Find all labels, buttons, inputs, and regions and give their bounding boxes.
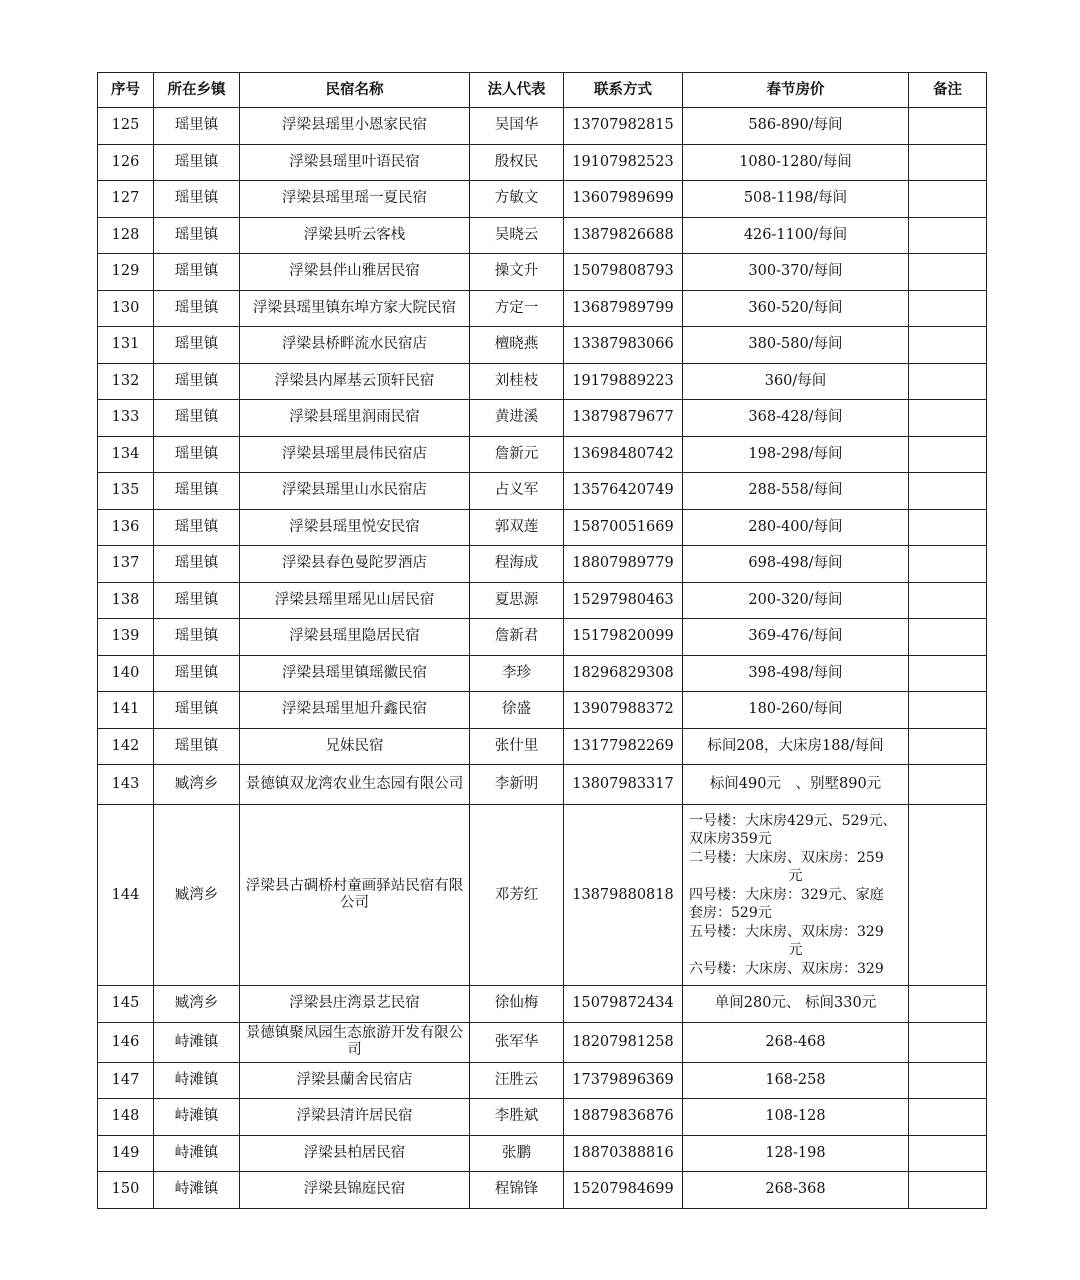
cell-name: 浮梁县庄湾景艺民宿 <box>240 986 470 1023</box>
cell-name: 浮梁县瑶里悦安民宿 <box>240 509 470 546</box>
cell-no: 132 <box>98 363 154 400</box>
cell-note <box>909 254 987 291</box>
cell-no: 149 <box>98 1135 154 1172</box>
cell-price: 508-1198/每间 <box>683 181 909 218</box>
cell-no: 141 <box>98 692 154 729</box>
cell-rep: 方定一 <box>470 290 564 327</box>
price-line: 套房：529元 <box>689 905 772 922</box>
table-row <box>98 1099 987 1136</box>
header-phone: 联系方式 <box>564 73 683 108</box>
cell-name: 浮梁县桥畔流水民宿店 <box>240 327 470 364</box>
cell-price: 标间208，大床房188/每间 <box>683 728 909 765</box>
cell-price: 280-400/每间 <box>683 509 909 546</box>
table-row <box>98 473 987 510</box>
cell-no: 128 <box>98 217 154 254</box>
cell-price: 586-890/每间 <box>683 108 909 145</box>
cell-price: 168-258 <box>683 1062 909 1099</box>
cell-rep: 操文升 <box>470 254 564 291</box>
cell-price: 1080-1280/每间 <box>683 144 909 181</box>
cell-no: 147 <box>98 1062 154 1099</box>
cell-no: 136 <box>98 509 154 546</box>
cell-phone: 15079808793 <box>564 254 683 291</box>
cell-town: 瑶里镇 <box>154 181 240 218</box>
cell-phone: 13707982815 <box>564 108 683 145</box>
cell-no: 135 <box>98 473 154 510</box>
cell-town: 瑶里镇 <box>154 655 240 692</box>
cell-name: 浮梁县听云客栈 <box>240 217 470 254</box>
cell-price <box>683 805 909 986</box>
cell-phone: 13879826688 <box>564 217 683 254</box>
header-row <box>98 73 987 108</box>
table-row <box>98 1135 987 1172</box>
cell-name: 浮梁县瑶里叶语民宿 <box>240 144 470 181</box>
cell-name: 浮梁县瑶里山水民宿店 <box>240 473 470 510</box>
table-body <box>98 108 987 1209</box>
cell-note <box>909 509 987 546</box>
cell-rep: 檀晓燕 <box>470 327 564 364</box>
table-row <box>98 400 987 437</box>
cell-phone: 15870051669 <box>564 509 683 546</box>
table-row <box>98 655 987 692</box>
cell-name: 浮梁县瑶里润雨民宿 <box>240 400 470 437</box>
cell-note <box>909 1172 987 1209</box>
header-rep: 法人代表 <box>470 73 564 108</box>
price-line: 元 <box>788 942 803 959</box>
price-line: 元 <box>788 868 803 885</box>
cell-town: 臧湾乡 <box>154 765 240 805</box>
cell-note <box>909 986 987 1023</box>
cell-no: 127 <box>98 181 154 218</box>
cell-town: 峙滩镇 <box>154 1099 240 1136</box>
cell-town: 峙滩镇 <box>154 1135 240 1172</box>
cell-price: 200-320/每间 <box>683 582 909 619</box>
cell-no: 148 <box>98 1099 154 1136</box>
cell-name: 浮梁县瑶里晨伟民宿店 <box>240 436 470 473</box>
cell-rep: 吴晓云 <box>470 217 564 254</box>
cell-town: 臧湾乡 <box>154 805 240 986</box>
cell-price: 369-476/每间 <box>683 619 909 656</box>
cell-no: 138 <box>98 582 154 619</box>
cell-rep: 程海成 <box>470 546 564 583</box>
cell-rep: 李胜斌 <box>470 1099 564 1136</box>
table-row <box>98 546 987 583</box>
cell-no: 150 <box>98 1172 154 1209</box>
cell-price: 标间490元 、别墅890元 <box>683 765 909 805</box>
cell-rep: 詹新元 <box>470 436 564 473</box>
cell-rep: 汪胜云 <box>470 1062 564 1099</box>
cell-town: 瑶里镇 <box>154 290 240 327</box>
cell-phone: 15207984699 <box>564 1172 683 1209</box>
table-row <box>98 986 987 1023</box>
cell-phone: 18207981258 <box>564 1022 683 1062</box>
cell-phone: 13879879677 <box>564 400 683 437</box>
cell-town: 瑶里镇 <box>154 436 240 473</box>
cell-town: 瑶里镇 <box>154 582 240 619</box>
cell-no: 140 <box>98 655 154 692</box>
cell-no: 131 <box>98 327 154 364</box>
cell-price: 698-498/每间 <box>683 546 909 583</box>
cell-no: 146 <box>98 1022 154 1062</box>
cell-no: 137 <box>98 546 154 583</box>
cell-name: 景德镇双龙湾农业生态园有限公司 <box>240 765 470 805</box>
cell-price: 单间280元、 标间330元 <box>683 986 909 1023</box>
cell-name: 景德镇聚凤园生态旅游开发有限公司 <box>240 1022 470 1062</box>
cell-name: 浮梁县瑶里瑶一夏民宿 <box>240 181 470 218</box>
cell-rep: 徐盛 <box>470 692 564 729</box>
cell-name: 浮梁县古碉桥村童画驿站民宿有限公司 <box>240 805 470 986</box>
cell-phone: 13687989799 <box>564 290 683 327</box>
cell-note <box>909 327 987 364</box>
header-name: 民宿名称 <box>240 73 470 108</box>
cell-rep: 吴国华 <box>470 108 564 145</box>
table-row <box>98 363 987 400</box>
cell-town: 峙滩镇 <box>154 1172 240 1209</box>
cell-phone: 17379896369 <box>564 1062 683 1099</box>
cell-name: 浮梁县伴山雅居民宿 <box>240 254 470 291</box>
cell-no: 142 <box>98 728 154 765</box>
cell-name: 浮梁县锦庭民宿 <box>240 1172 470 1209</box>
cell-town: 瑶里镇 <box>154 400 240 437</box>
cell-no: 139 <box>98 619 154 656</box>
cell-rep: 刘桂枝 <box>470 363 564 400</box>
cell-rep: 夏思源 <box>470 582 564 619</box>
cell-note <box>909 1135 987 1172</box>
table-row <box>98 290 987 327</box>
cell-rep: 占义军 <box>470 473 564 510</box>
table-row <box>98 692 987 729</box>
cell-town: 瑶里镇 <box>154 108 240 145</box>
cell-town: 瑶里镇 <box>154 363 240 400</box>
header-town: 所在乡镇 <box>154 73 240 108</box>
cell-note <box>909 805 987 986</box>
cell-note <box>909 655 987 692</box>
cell-no: 130 <box>98 290 154 327</box>
table-row <box>98 436 987 473</box>
cell-name: 兄妹民宿 <box>240 728 470 765</box>
cell-phone: 18870388816 <box>564 1135 683 1172</box>
table-row <box>98 728 987 765</box>
cell-note <box>909 436 987 473</box>
cell-rep: 郭双莲 <box>470 509 564 546</box>
cell-rep: 黄进溪 <box>470 400 564 437</box>
cell-rep: 詹新君 <box>470 619 564 656</box>
cell-note <box>909 473 987 510</box>
cell-price: 108-128 <box>683 1099 909 1136</box>
cell-price: 426-1100/每间 <box>683 217 909 254</box>
cell-town: 瑶里镇 <box>154 692 240 729</box>
cell-name: 浮梁县瑶里镇东埠方家大院民宿 <box>240 290 470 327</box>
cell-note <box>909 144 987 181</box>
cell-phone: 13807983317 <box>564 765 683 805</box>
cell-note <box>909 181 987 218</box>
cell-note <box>909 728 987 765</box>
homestay-price-table <box>97 72 987 1209</box>
cell-rep: 邓芳红 <box>470 805 564 986</box>
cell-rep: 徐仙梅 <box>470 986 564 1023</box>
cell-name: 浮梁县清许居民宿 <box>240 1099 470 1136</box>
cell-note <box>909 582 987 619</box>
cell-no: 129 <box>98 254 154 291</box>
cell-phone: 13177982269 <box>564 728 683 765</box>
cell-note <box>909 400 987 437</box>
cell-price: 300-370/每间 <box>683 254 909 291</box>
table-row <box>98 217 987 254</box>
cell-phone: 13907988372 <box>564 692 683 729</box>
cell-note <box>909 363 987 400</box>
cell-rep: 李新明 <box>470 765 564 805</box>
cell-no: 144 <box>98 805 154 986</box>
cell-note <box>909 1022 987 1062</box>
cell-rep: 张什里 <box>470 728 564 765</box>
cell-price: 398-498/每间 <box>683 655 909 692</box>
table-row <box>98 108 987 145</box>
cell-name: 浮梁县柏居民宿 <box>240 1135 470 1172</box>
table-row <box>98 509 987 546</box>
table-row <box>98 582 987 619</box>
cell-price: 268-468 <box>683 1022 909 1062</box>
price-line: 六号楼：大床房、双床房：329 <box>689 960 884 977</box>
table-row <box>98 327 987 364</box>
cell-note <box>909 619 987 656</box>
cell-phone: 13698480742 <box>564 436 683 473</box>
table-row <box>98 765 987 805</box>
cell-phone: 13607989699 <box>564 181 683 218</box>
cell-town: 瑶里镇 <box>154 327 240 364</box>
cell-note <box>909 217 987 254</box>
cell-phone: 18807989779 <box>564 546 683 583</box>
cell-no: 134 <box>98 436 154 473</box>
cell-phone: 13879880818 <box>564 805 683 986</box>
cell-name: 浮梁县瑶里小恩家民宿 <box>240 108 470 145</box>
cell-rep: 李珍 <box>470 655 564 692</box>
cell-name: 浮梁县瑶里旭升鑫民宿 <box>240 692 470 729</box>
cell-note <box>909 1099 987 1136</box>
cell-no: 145 <box>98 986 154 1023</box>
cell-phone: 19179889223 <box>564 363 683 400</box>
cell-price: 380-580/每间 <box>683 327 909 364</box>
cell-town: 峙滩镇 <box>154 1062 240 1099</box>
header-price: 春节房价 <box>683 73 909 108</box>
cell-town: 瑶里镇 <box>154 619 240 656</box>
cell-no: 125 <box>98 108 154 145</box>
cell-price: 198-298/每间 <box>683 436 909 473</box>
cell-name: 浮梁县内犀基云顶轩民宿 <box>240 363 470 400</box>
cell-phone: 19107982523 <box>564 144 683 181</box>
cell-name: 浮梁县蘭舍民宿店 <box>240 1062 470 1099</box>
cell-town: 瑶里镇 <box>154 728 240 765</box>
cell-rep: 殷权民 <box>470 144 564 181</box>
table-row <box>98 1172 987 1209</box>
cell-name: 浮梁县瑶里隐居民宿 <box>240 619 470 656</box>
cell-town: 瑶里镇 <box>154 144 240 181</box>
table-row <box>98 144 987 181</box>
cell-price: 268-368 <box>683 1172 909 1209</box>
cell-town: 瑶里镇 <box>154 473 240 510</box>
cell-name: 浮梁县春色曼陀罗酒店 <box>240 546 470 583</box>
table-row <box>98 805 987 986</box>
cell-town: 峙滩镇 <box>154 1022 240 1062</box>
price-line: 一号楼：大床房429元、529元、 <box>689 812 897 829</box>
cell-rep: 张鹏 <box>470 1135 564 1172</box>
price-line: 四号楼：大床房：329元、家庭 <box>689 886 884 903</box>
price-line: 二号楼：大床房、双床房：259 <box>689 849 884 866</box>
cell-no: 143 <box>98 765 154 805</box>
cell-phone: 15079872434 <box>564 986 683 1023</box>
table-row <box>98 619 987 656</box>
cell-price: 128-198 <box>683 1135 909 1172</box>
cell-town: 瑶里镇 <box>154 509 240 546</box>
cell-phone: 15297980463 <box>564 582 683 619</box>
cell-town: 瑶里镇 <box>154 217 240 254</box>
cell-name: 浮梁县瑶里镇瑶徽民宿 <box>240 655 470 692</box>
cell-town: 瑶里镇 <box>154 254 240 291</box>
cell-phone: 18296829308 <box>564 655 683 692</box>
cell-note <box>909 692 987 729</box>
cell-note <box>909 1062 987 1099</box>
price-line: 五号楼：大床房、双床房：329 <box>689 923 884 940</box>
cell-name: 浮梁县瑶里瑶见山居民宿 <box>240 582 470 619</box>
table-row <box>98 254 987 291</box>
cell-price: 360-520/每间 <box>683 290 909 327</box>
cell-rep: 方敏文 <box>470 181 564 218</box>
price-line: 双床房359元 <box>689 831 772 848</box>
cell-rep: 程锦锋 <box>470 1172 564 1209</box>
cell-rep: 张军华 <box>470 1022 564 1062</box>
cell-price: 180-260/每间 <box>683 692 909 729</box>
cell-phone: 18879836876 <box>564 1099 683 1136</box>
table-row <box>98 1022 987 1062</box>
cell-phone: 15179820099 <box>564 619 683 656</box>
cell-no: 133 <box>98 400 154 437</box>
cell-town: 臧湾乡 <box>154 986 240 1023</box>
cell-town: 瑶里镇 <box>154 546 240 583</box>
table-row <box>98 1062 987 1099</box>
cell-price: 360/每间 <box>683 363 909 400</box>
table-row <box>98 181 987 218</box>
cell-price: 288-558/每间 <box>683 473 909 510</box>
cell-note <box>909 765 987 805</box>
cell-note <box>909 290 987 327</box>
header-no: 序号 <box>98 73 154 108</box>
cell-note <box>909 108 987 145</box>
cell-note <box>909 546 987 583</box>
cell-phone: 13576420749 <box>564 473 683 510</box>
cell-phone: 13387983066 <box>564 327 683 364</box>
cell-price: 368-428/每间 <box>683 400 909 437</box>
cell-no: 126 <box>98 144 154 181</box>
header-note: 备注 <box>909 73 987 108</box>
